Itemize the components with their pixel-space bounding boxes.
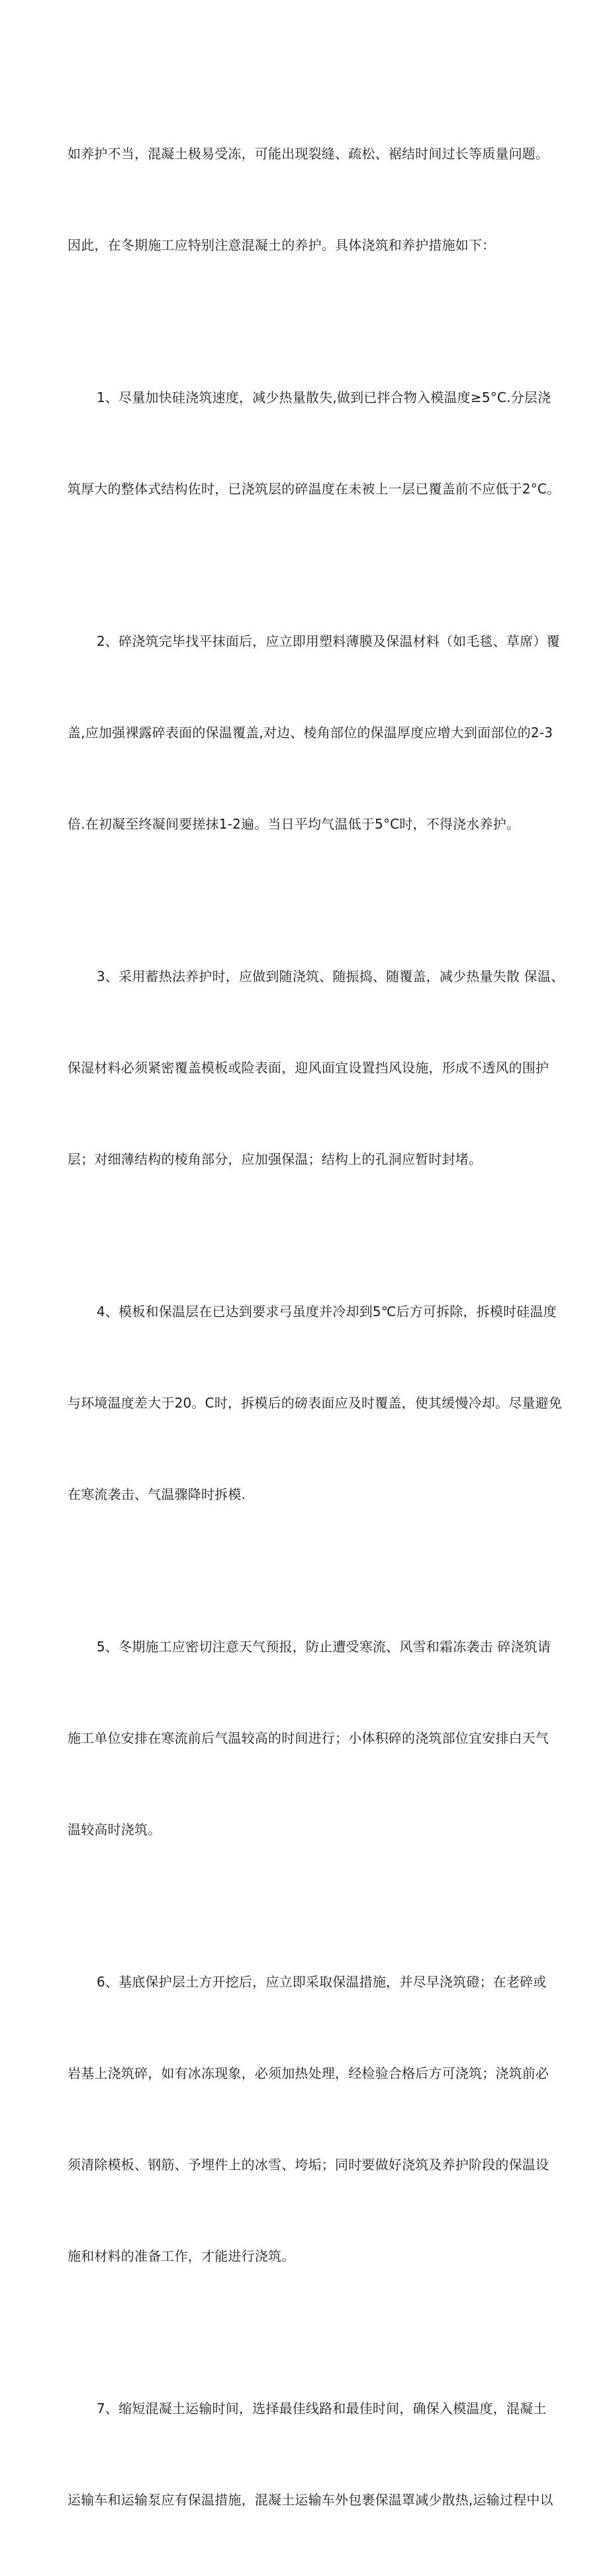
text-line: 盖,应加强裸露碎表面的保温覆盖,对边、棱角部位的保温厚度应增大到面部位的2-3 (68, 725, 553, 741)
paragraph-item-3 (68, 900, 565, 1235)
paragraph-item-7 (68, 2332, 555, 2576)
text-line: 温较高时浇筑。 (68, 1822, 162, 1837)
text-line: 3、采用蓄热法养护时，应做到随浇筑、随振捣、随覆盖，减少热量失散 保温、 (97, 968, 565, 984)
text-line: 1、尽量加快硅浇筑速度，减少热量散失,做到已拌合物入模温度≥5°C.分层浇 (97, 389, 551, 405)
document-body (68, 77, 565, 2576)
text-line: 因此，在冬期施工应特别注意混凝土的养护。具体浇筑和养护措施如下： (68, 237, 496, 253)
paragraph-item-2 (68, 565, 560, 900)
text-line: 在寒流袭击、气温骤降时拆模. (68, 1486, 246, 1502)
text-line: 运输车和运输泵应有保温措施，混凝土运输车外包裹保温罩减少散热,运输过程中以 (68, 2492, 553, 2508)
text-line: 倍.在初凝至终凝间要搓抹1-2遍。当日平均气温低于5°C时，不得浇水养护。 (68, 816, 520, 832)
text-line: 层；对细薄结构的棱角部分，应加强保温；结构上的孔洞应暂时封堵。 (68, 1151, 483, 1167)
text-line: 与环境温度差大于20。C时，拆模后的磅表面应及时覆盖，使其缓慢冷却。尽量避免 (68, 1395, 563, 1411)
paragraph-intro (68, 77, 555, 321)
text-line: 须清除模板、钢筋、予埋件上的冰雪、垮垢；同时要做好浇筑及养护阶段的保温设 (68, 2157, 549, 2173)
text-line: 4、模板和保温层在已达到要求弓虽度并冷却到5℃后方可拆除，拆模时硅温度 (97, 1304, 557, 1319)
paragraph-item-5 (68, 1571, 555, 1906)
text-line: 5、冬期施工应密切注意天气预报，防止遭受寒流、风雪和霜冻袭击 碎浇筑请 (97, 1639, 551, 1655)
text-line: 6、基底保护层土方开挖后，应立即采取保温措施，并尽早浇筑磴；在老碎或 (97, 1974, 547, 1990)
paragraph-item-1 (68, 321, 561, 565)
text-line: 施和材料的准备工作，才能进行浇筑。 (68, 2248, 295, 2264)
text-line: 2、碎浇筑完毕找平抹面后，应立即用塑料薄膜及保温材料（如毛毯、草席）覆 (97, 633, 560, 649)
text-line: 筑厚大的整体式结构佐时，已浇筑层的碎温度在未被上一层已覆盖前不应低于2°C。 (68, 481, 561, 497)
text-line: 岩基上浇筑碎，如有冰冻现象，必须加热处理，经检验合格后方可浇筑；浇筑前必 (68, 2065, 549, 2081)
text-line: 如养护不当，混凝土极易受冻，可能出现裂缝、疏松、裾结时间过长等质量问题。 (68, 146, 549, 162)
paragraph-item-6 (68, 1906, 555, 2332)
text-line: 7、缩短混凝土运输时间，选择最佳线路和最佳时间，确保入模温度，混凝土 (97, 2400, 547, 2416)
text-line: 施工单位安排在寒流前后气温较高的时间进行；小体积碎的浇筑部位宜安排白天气 (68, 1730, 549, 1746)
paragraph-item-4 (68, 1235, 563, 1571)
text-line: 保湿材料必须紧密覆盖模板或险表面，迎风面宜设置挡风设施，形成不透风的围护 (68, 1060, 549, 1076)
